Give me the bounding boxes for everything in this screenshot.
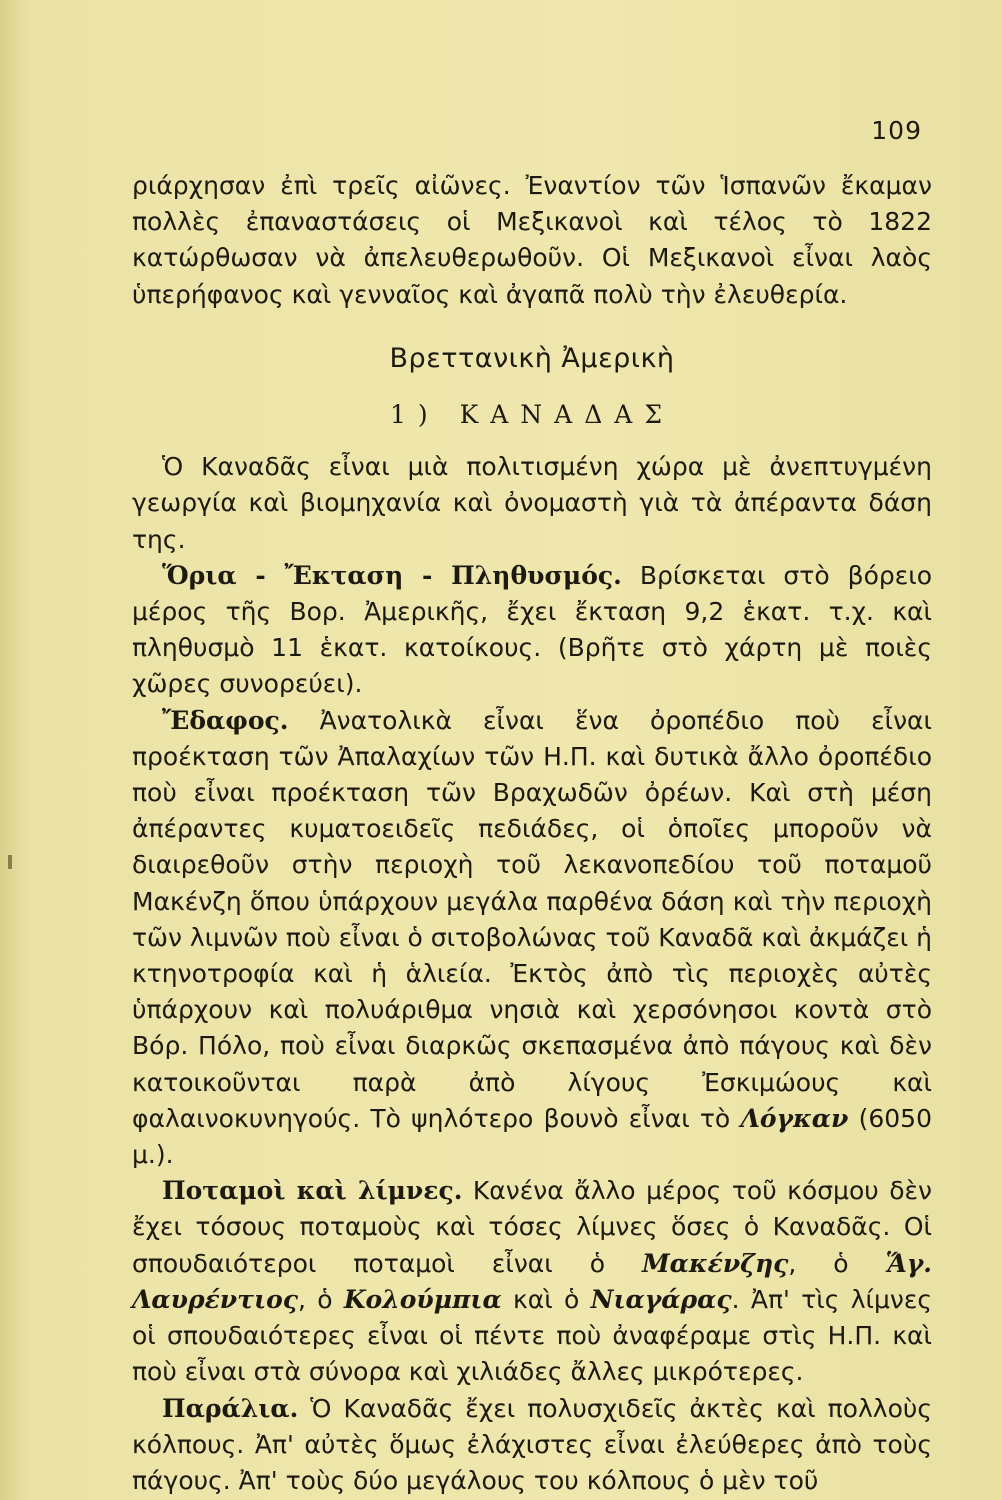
margin-mark [8,855,12,869]
river-name: Κολούμπια [343,1284,502,1314]
mountain-name: Λόγκαν [740,1103,849,1133]
borders-text: Βρίσκεται στὸ βόρειο μέρος τῆς Βορ. Ἀμερικῆς, ἔχει ἔκταση 9,2 ἑκατ. τ.χ. καὶ πληθυσμὸ 11 ἑκατ. κατοίκους. (Βρῆτε στὸ χάρτη μὲ ποιὲς χῶρες συνορεύει). [132,560,933,699]
rivers-text: Κανένα ἄλλο μέρος τοῦ κόσμου δὲν ἔχει τόσους ποταμοὺς καὶ τόσες λίμνες ὅσες ὁ Καναδᾶς. Οἱ σπουδαιότεροι ποταμοὶ εἶναι ὁ [132,1176,932,1278]
intro-paragraph: ριάρχησαν ἐπὶ τρεῖς αἰῶνες. Ἐναντίον τῶν Ἱσπανῶν ἔκαμαν πολλὲς ἐπαναστάσεις οἱ Μεξικανοὶ καὶ τέλος τὸ 1822 κατώρθωσαν νὰ ἀπελευθερωθοῦν. Οἱ Μεξικανοὶ εἶναι λαὸς ὑπερήφανος καὶ γενναῖος καὶ ἀγαπᾶ πολὺ τὴν ἐλευθερία. [132,171,932,309]
river-name: Ἅγ. Λαυρέντιος [132,1248,932,1314]
page-number: 109 [871,116,922,145]
terrain-paragraph [132,703,932,1174]
rivers-text: , ὁ [297,1284,344,1314]
river-name: Μακένζης [641,1248,789,1278]
section-subtitle: 1) ΚΑΝΑΔΑΣ [389,400,675,430]
rivers-text: , ὁ [788,1248,886,1278]
river-name: Νιαγάρας [590,1284,732,1314]
rivers-text: καὶ ὁ [501,1284,591,1314]
rivers-paragraph [132,1173,932,1390]
rivers-lead: Ποταμοὶ καὶ λίμνες. [162,1176,463,1206]
rivers-text-end: . Ἀπ' τὶς λίμνες οἱ σπουδαιότερες εἶναι οἱ πέντε ποὺ ἀναφέραμε στὶς Η.Π. καὶ ποὺ εἶναι στὰ σύνορα καὶ χιλιάδες ἄλλες μικρότερες. [132,1284,933,1387]
terrain-text-end: (6050 μ.). [132,1103,932,1170]
page-body [132,168,932,1499]
section-title: Βρεττανικὴ Ἀμερικὴ [389,342,675,374]
coasts-paragraph [132,1391,932,1500]
borders-paragraph [132,558,932,703]
canada-intro-paragraph: Ὁ Καναδᾶς εἶναι μιὰ πολιτισμένη χώρα μὲ ἀνεπτυγμένη γεωργία καὶ βιομηχανία καὶ ὀνομαστὴ γιὰ τὰ ἀπέραντα δάση της. [132,452,932,554]
borders-lead: Ὅρια - Ἔκταση - Πληθυσμός. [162,560,622,590]
coasts-text: Ὁ Καναδᾶς ἔχει πολυσχιδεῖς ἀκτὲς καὶ πολλοὺς κόλπους. Ἀπ' αὐτὲς ὅμως ἐλάχιστες εἶναι ἐλεύθερες ἀπὸ τοὺς πάγους. Ἀπ' τοὺς δύο μεγάλους του κόλπους ὁ μὲν τοῦ [132,1393,932,1495]
terrain-text: Ἀνατολικὰ εἶναι ἕνα ὀροπέδιο ποὺ εἶναι προέκταση τῶν Ἀπαλαχίων τῶν Η.Π. καὶ δυτικὰ ἄλλο ὀροπέδιο ποὺ εἶναι προέκταση τῶν Βραχωδῶν ὀρέων. Καὶ στὴ μέση ἀπέραντες κυματοειδεῖς πεδιάδες, οἱ ὁποῖες μποροῦν νὰ διαιρεθοῦν στὴν περιοχὴ τοῦ λεκανοπεδίου τοῦ ποταμοῦ Μακένζη ὅπου ὑπάρχουν μεγάλα παρθένα δάση καὶ τὴν περιοχὴ τῶν λιμνῶν ποὺ εἶναι ὁ σιτοβολώνας τοῦ Καναδᾶ καὶ ἀκμάζει ἡ κτηνοτροφία καὶ ἡ ἁλιεία. Ἐκτὸς ἀπὸ τὶς περιοχὲς αὐτὲς ὑπάρχουν καὶ πολυάριθμα νησιὰ καὶ χερσόνησοι κοντὰ στὸ Βόρ. Πόλο, ποὺ εἶναι διαρκῶς σκεπασμένα ἀπὸ πάγους καὶ δὲν κατοικοῦνται παρὰ ἀπὸ λίγους Ἐσκιμώους καὶ φαλαινοκυνηγούς. Τὸ ψηλότερο βουνὸ εἶναι τὸ [132,705,932,1133]
coasts-lead: Παράλια. [162,1393,299,1423]
terrain-lead: Ἔδαφος. [162,705,289,735]
